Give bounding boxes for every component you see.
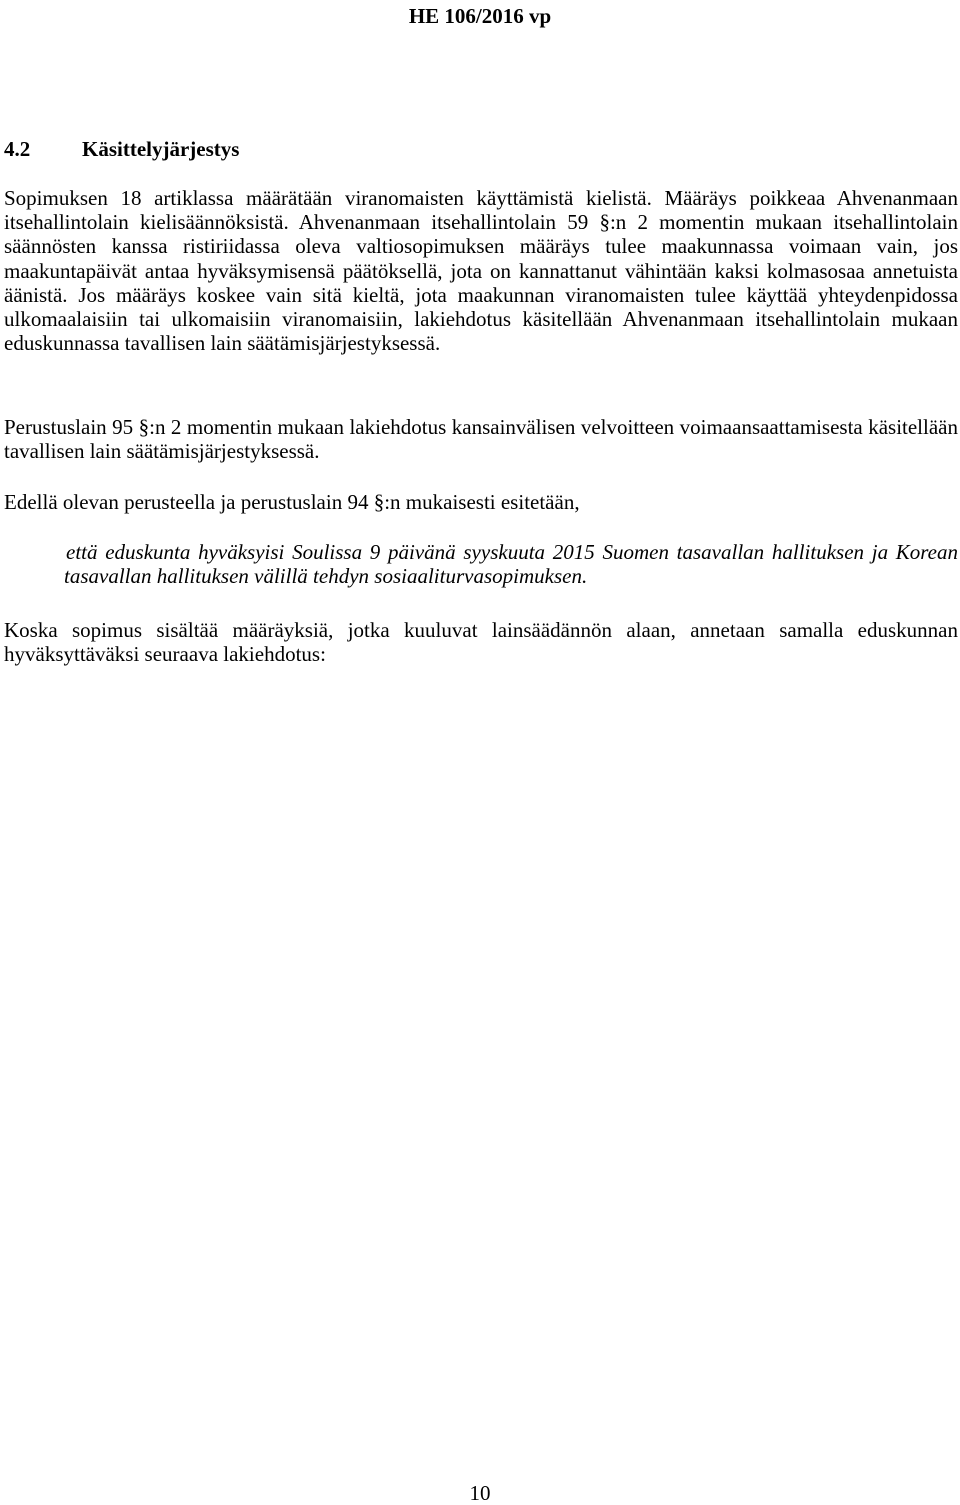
section-heading	[4, 137, 239, 161]
paragraph-bill-submission: Koska sopimus sisältää määräyksiä, jotka kuuluvat lainsäädännön alaan, annetaan samalla eduskunnan hyväksyttäväksi seuraava lakiehdotus:	[4, 618, 958, 667]
page-number: 10	[469, 1481, 491, 1505]
paragraph-constitution-95: Perustuslain 95 §:n 2 momentin mukaan lakiehdotus kansainvälisen velvoitteen voimaansaattamisesta käsitellään tavallisen lain säätämisjärjestyksessä.	[4, 415, 958, 464]
section-title: Käsittelyjärjestys	[82, 137, 240, 161]
paragraph-proposal-intro: Edellä olevan perusteella ja perustuslain 94 §:n mukaisesti esitetään,	[4, 490, 580, 514]
section-number: 4.2	[4, 137, 31, 161]
document-id-header: HE 106/2016 vp	[408, 4, 552, 28]
paragraph-proposal-statement: että eduskunta hyväksyisi Soulissa 9 päivänä syyskuuta 2015 Suomen tasavallan hallituksen ja Korean tasavallan hallituksen välillä tehdyn sosiaaliturvasopimuksen.	[64, 540, 958, 589]
paragraph-language-provisions: Sopimuksen 18 artiklassa määrätään viranomaisten käyttämistä kielistä. Määräys poikkeaa Ahvenanmaan itsehallintolain kielisäännöksistä. Ahvenanmaan itsehallintolain 59 §:n 2 momentin mukaan itsehallintolain säännösten kanssa ristiriidassa oleva valtiosopimuksen määräys tulee maakunnassa voimaan vain, jos maakuntapäivät antaa hyväksymisensä päätöksellä, jota on kannattanut vähintään kaksi kolmasosaa annetuista äänistä. Jos määräys koskee vain sitä kieltä, jota maakunnan viranomaisten tulee käyttää yhteydenpidossa ulkomaalaisiin tai ulkomaisiin viranomaisiin, lakiehdotus käsitellään Ahvenanmaan itsehallintolain mukaan eduskunnassa tavallisen lain säätämisjärjestyksessä.	[4, 186, 958, 356]
